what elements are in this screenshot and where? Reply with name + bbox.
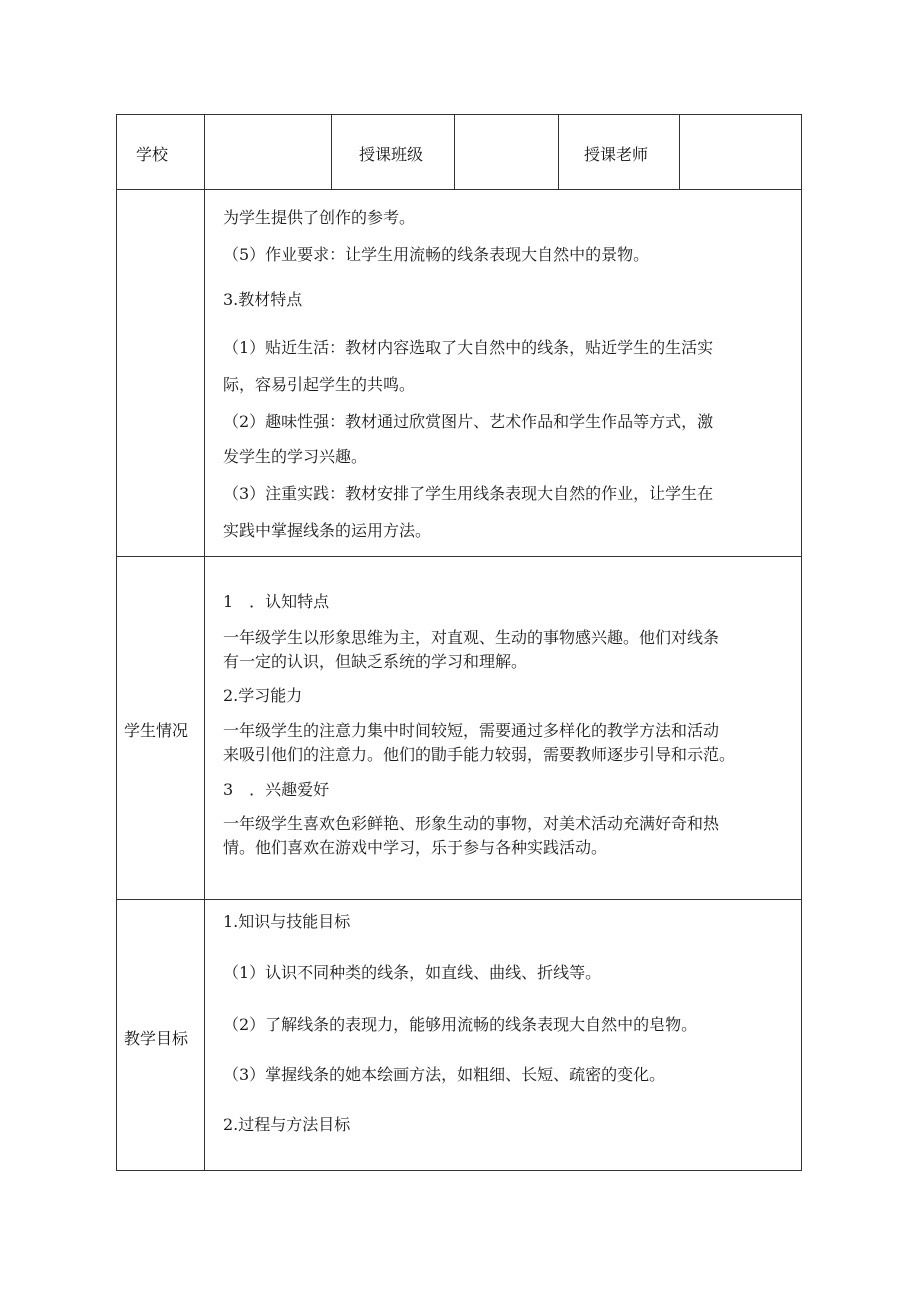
header-column-divider	[679, 114, 680, 190]
table-border-top	[116, 114, 802, 115]
student-situation-label: 学生情况	[124, 721, 189, 740]
school-label: 学校	[136, 145, 169, 164]
paragraph-line: 一年级学生的注意力集中时间较短，需要通过多样化的教学方法和活动	[223, 721, 720, 740]
teaching-goals-label: 教学目标	[124, 1029, 189, 1048]
class-label: 授课班级	[359, 145, 424, 164]
paragraph-line: （2）趣味性强：教材通过欣赏图片、艺术作品和学生作品等方式，激	[223, 412, 714, 431]
paragraph-line: （1）认识不同种类的线条，如直线、曲线、折线等。	[223, 963, 602, 982]
row-divider	[116, 899, 802, 900]
header-column-divider	[558, 114, 559, 190]
paragraph-line: （2）了解线条的表现力，能够用流畅的线条表现大自然中的皂物。	[223, 1015, 698, 1034]
header-column-divider	[454, 114, 455, 190]
paragraph-line: 情。他们喜欢在游戏中学习，乐于参与各种实践活动。	[223, 838, 608, 857]
teacher-label: 授课老师	[584, 145, 649, 164]
paragraph-line: 际，容易引起学生的共鸣。	[223, 375, 416, 394]
section-heading: 3 ．兴趣爱好	[223, 780, 330, 799]
paragraph-line: （3）掌握线条的她本绘画方法，如粗细、长短、疏密的变化。	[223, 1065, 666, 1084]
header-column-divider	[331, 114, 332, 190]
label-column-divider	[204, 114, 205, 1171]
paragraph-line: 有一定的认识，但缺乏系统的学习和理解。	[223, 652, 528, 671]
paragraph-line: （5）作业要求：让学生用流畅的线条表现大自然中的景物。	[223, 245, 650, 264]
section-heading: 1 ．认知特点	[223, 592, 330, 611]
paragraph-line: （1）贴近生活：教材内容选取了大自然中的线条，贴近学生的生活实	[223, 338, 714, 357]
section-heading: 3.教材特点	[223, 290, 303, 309]
paragraph-line: 为学生提供了创作的参考。	[223, 208, 416, 227]
paragraph-line: 实践中掌握线条的运用方法。	[223, 521, 432, 540]
paragraph-line: （3）注重实践：教材安排了学生用线条表现大自然的作业，让学生在	[223, 484, 714, 503]
table-border-left	[116, 114, 117, 1171]
paragraph-line: 发学生的学习兴趣。	[223, 447, 368, 466]
table-border-right	[801, 114, 802, 1171]
section-heading: 2.学习能力	[223, 686, 303, 705]
section-heading: 2.过程与方法目标	[223, 1115, 351, 1134]
header-row-divider	[116, 189, 802, 190]
paragraph-line: 一年级学生以形象思维为主，对直观、生动的事物感兴趣。他们对线条	[223, 628, 720, 647]
paragraph-line: 来吸引他们的注意力。他们的勖手能力较弱，需要教师逐步引导和示范。	[223, 745, 736, 764]
table-border-bottom	[116, 1170, 802, 1171]
section-heading: 1.知识与技能目标	[223, 912, 351, 931]
paragraph-line: 一年级学生喜欢色彩鲜艳、形象生动的事物，对美术活动充满好奇和热	[223, 814, 720, 833]
row-divider	[116, 556, 802, 557]
